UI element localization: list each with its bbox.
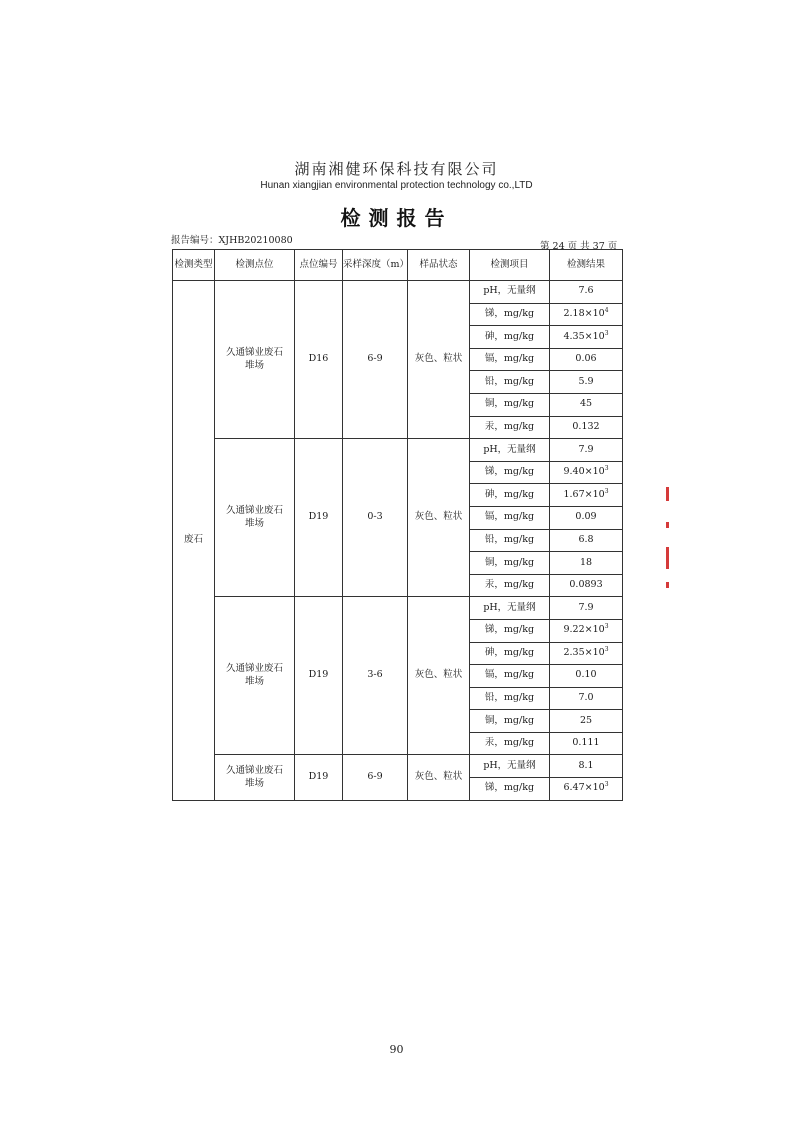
item-cell: 铜，mg/kg [470,552,550,575]
header-point-id: 点位编号 [295,250,343,281]
result-cell [550,371,623,394]
table-row [173,755,623,778]
result-cell [550,484,623,507]
result-value: 2.35×10 [563,646,605,658]
item-cell: 镉，mg/kg [470,665,550,688]
result-value: 8.1 [578,759,594,771]
result-value: 9.22×10 [563,624,605,636]
item-cell: 镉，mg/kg [470,348,550,371]
item-cell: 铜，mg/kg [470,393,550,416]
result-cell [550,393,623,416]
header-item: 检测项目 [470,250,550,281]
location-cell: 久通锑业废石堆场 [215,755,295,800]
result-value: 7.6 [578,285,594,297]
item-cell: pH，无量纲 [470,281,550,304]
header-type: 检测类型 [173,250,215,281]
result-value: 45 [579,398,593,410]
result-value: 7.9 [578,601,594,613]
result-value: 9.40×10 [563,466,605,478]
result-cell [550,778,623,801]
table-row [173,281,623,304]
result-cell [550,416,623,439]
result-value: 18 [579,556,593,568]
point-id-cell: D19 [295,755,343,800]
result-cell [550,461,623,484]
header-depth: 采样深度（m） [343,250,408,281]
item-cell: 铅，mg/kg [470,687,550,710]
depth-cell: 6-9 [343,755,408,800]
depth-cell: 6-9 [343,281,408,439]
table-row [173,439,623,462]
result-value: 6.8 [578,533,594,545]
result-value: 0.111 [572,737,600,749]
result-cell [550,732,623,755]
table-header-row [173,250,623,281]
report-number: 报告编号：XJHB20210080 [171,235,293,246]
result-cell [550,665,623,688]
item-cell: pH，无量纲 [470,755,550,778]
point-id-cell: D16 [295,281,343,439]
result-cell [550,710,623,733]
item-cell: 汞，mg/kg [470,574,550,597]
item-cell: 汞，mg/kg [470,416,550,439]
result-value: 0.132 [572,420,600,432]
result-cell [550,506,623,529]
header-result: 检测结果 [550,250,623,281]
result-value: 1.67×10 [563,488,605,500]
result-cell [550,281,623,304]
result-cell [550,303,623,326]
header-state: 样品状态 [408,250,470,281]
item-cell: 锑，mg/kg [470,461,550,484]
item-cell: pH，无量纲 [470,597,550,620]
result-cell [550,552,623,575]
item-cell: pH，无量纲 [470,439,550,462]
seal-mark-2 [666,522,669,528]
result-cell [550,642,623,665]
item-cell: 砷，mg/kg [470,326,550,349]
item-cell: 镉，mg/kg [470,506,550,529]
result-value: 7.9 [578,443,594,455]
table-row [173,597,623,620]
result-cell [550,348,623,371]
item-cell: 锑，mg/kg [470,303,550,326]
category-cell: 废石 [173,281,215,801]
result-value: 5.9 [578,375,594,387]
item-cell: 汞，mg/kg [470,732,550,755]
result-exponent: 4 [604,306,609,314]
result-exponent: 3 [604,645,609,653]
result-cell [550,574,623,597]
item-cell: 锑，mg/kg [470,778,550,801]
item-cell: 铅，mg/kg [470,529,550,552]
item-cell: 砷，mg/kg [470,642,550,665]
result-value: 4.35×10 [563,330,605,342]
result-exponent: 3 [604,623,609,631]
header-location: 检测点位 [215,250,295,281]
item-cell: 铜，mg/kg [470,710,550,733]
result-value: 6.47×10 [563,782,605,794]
state-cell: 灰色、粒状 [408,597,470,755]
location-cell: 久通锑业废石堆场 [215,597,295,755]
company-name-cn: 湖南湘健环保科技有限公司 [294,160,499,178]
result-cell [550,755,623,778]
company-name-en: Hunan xiangjian environmental protection technology co.,LTD [260,180,533,191]
result-exponent: 3 [604,464,609,472]
depth-cell: 0-3 [343,439,408,597]
result-cell [550,687,623,710]
result-exponent: 3 [604,487,609,495]
results-table [172,249,623,801]
result-cell [550,439,623,462]
result-exponent: 3 [604,329,609,337]
result-cell [550,597,623,620]
report-title: 检测报告 [340,206,453,230]
state-cell: 灰色、粒状 [408,281,470,439]
page-info: 第 24 页 共 37 页 [540,241,618,252]
page-number: 90 [389,1043,404,1056]
point-id-cell: D19 [295,439,343,597]
state-cell: 灰色、粒状 [408,755,470,800]
result-cell [550,619,623,642]
result-value: 7.0 [578,692,594,704]
depth-cell: 3-6 [343,597,408,755]
result-cell [550,326,623,349]
result-value: 0.06 [575,353,597,365]
seal-mark-3 [666,547,669,569]
item-cell: 砷，mg/kg [470,484,550,507]
item-cell: 铅，mg/kg [470,371,550,394]
location-cell: 久通锑业废石堆场 [215,281,295,439]
result-value: 0.10 [575,669,597,681]
result-value: 0.09 [575,511,597,523]
location-cell: 久通锑业废石堆场 [215,439,295,597]
seal-mark-1 [666,487,669,501]
state-cell: 灰色、粒状 [408,439,470,597]
result-value: 2.18×10 [563,307,605,319]
result-value: 25 [579,714,593,726]
seal-mark-4 [666,582,669,588]
result-exponent: 3 [604,781,609,789]
result-value: 0.0893 [569,579,603,591]
point-id-cell: D19 [295,597,343,755]
item-cell: 锑，mg/kg [470,619,550,642]
result-cell [550,529,623,552]
